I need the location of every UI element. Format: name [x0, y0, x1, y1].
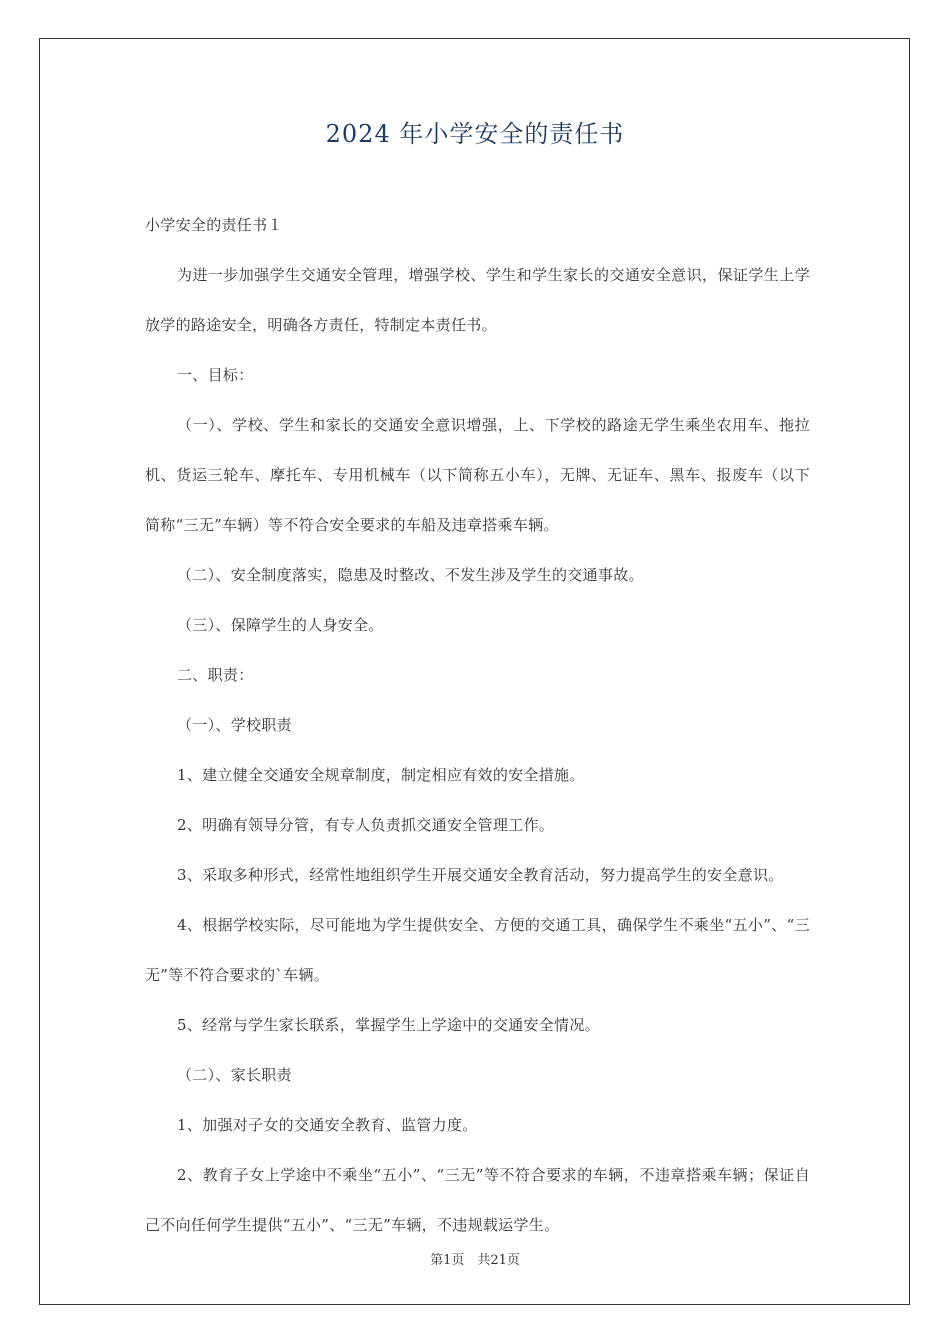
heading-school-duties: （一）、学校职责	[177, 716, 292, 734]
parent-duty-2: 2、教育子女上学途中不乘坐“五小”、“三无”等不符合要求的车辆，不违章搭乘车辆；保证自己不向任何学生提供“五小”、“三无”车辆，不违规载运学生。	[145, 1166, 810, 1234]
section-heading-1: 小学安全的责任书１	[145, 216, 283, 234]
parent-duty-1: 1、加强对子女的交通安全教育、监管力度。	[177, 1116, 478, 1134]
school-duty-5: 5、经常与学生家长联系，掌握学生上学途中的交通安全情况。	[177, 1016, 600, 1034]
school-duty-1: 1、建立健全交通安全规章制度，制定相应有效的安全措施。	[177, 766, 585, 784]
goal-item-3: （三）、保障学生的人身安全。	[177, 616, 384, 634]
document-body	[145, 200, 810, 1250]
school-duty-4: 4、根据学校实际，尽可能地为学生提供安全、方便的交通工具，确保学生不乘坐“五小”、“三无”等不符合要求的`车辆。	[145, 916, 810, 984]
goal-item-2: （二）、安全制度落实，隐患及时整改、不发生涉及学生的交通事故。	[177, 566, 644, 584]
heading-duties: 二、职责：	[177, 666, 254, 684]
heading-parent-duties: （二）、家长职责	[177, 1066, 292, 1084]
school-duty-2: 2、明确有领导分管，有专人负责抓交通安全管理工作。	[177, 816, 555, 834]
goal-item-1: （一）、学校、学生和家长的交通安全意识增强，上、下学校的路途无学生乘坐农用车、拖拉机、货运三轮车、摩托车、专用机械车（以下简称五小车），无牌、无证车、黑车、报废车（以下简称“三无”车辆）等不符合安全要求的车船及违章搭乘车辆。	[145, 416, 810, 534]
page-number: 第1页 共21页	[430, 1253, 520, 1268]
document-title: 2024 年小学安全的责任书	[325, 120, 625, 148]
school-duty-3: 3、采取多种形式，经常性地组织学生开展交通安全教育活动，努力提高学生的安全意识。	[177, 866, 784, 884]
intro-paragraph: 为进一步加强学生交通安全管理，增强学校、学生和学生家长的交通安全意识，保证学生上学放学的路途安全，明确各方责任，特制定本责任书。	[145, 266, 810, 334]
heading-goals: 一、目标：	[177, 366, 254, 384]
